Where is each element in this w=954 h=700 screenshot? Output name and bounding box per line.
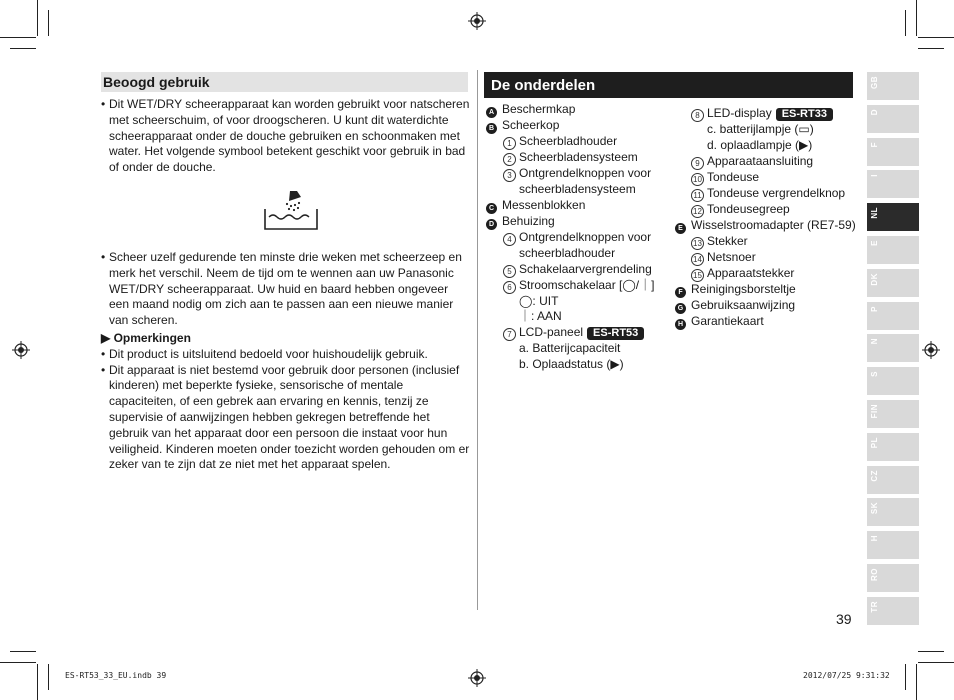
language-tab-tr[interactable] bbox=[867, 597, 919, 625]
crop-mark bbox=[918, 662, 954, 663]
crop-mark bbox=[0, 37, 36, 38]
language-tab-s[interactable] bbox=[867, 367, 919, 395]
language-tab-label: H bbox=[870, 535, 879, 542]
crop-mark bbox=[48, 10, 49, 36]
part-item: E Wisselstroomadapter (RE7-59) bbox=[675, 218, 856, 234]
note-item: • Dit product is uitsluitend bedoeld voor huishoudelijk gebruik. bbox=[101, 347, 471, 363]
part-item-sub: c. batterijlampje (▭) bbox=[707, 122, 814, 136]
part-item: 8 LED-display ES-RT33 bbox=[675, 106, 856, 122]
part-item: 15 Apparaatstekker bbox=[675, 266, 856, 282]
language-tab-label: S bbox=[870, 371, 879, 378]
note-item: • Dit apparaat is niet bestemd voor gebruik door personen (inclusief kinderen) met beperkte fysieke, sensorische of mentale capaciteiten, of een gebrek aan ervaring en kennis, tenzij ze supervisie of aanwijzingen hebben gekregen betreffende het gebruik van het apparaat door een persoon die instaat voor hun veiligheid. Kinderen moeten onder toezicht worden gehouden om er zeker van te zijn dat ze niet met het apparaat spelen. bbox=[101, 363, 471, 474]
crop-mark bbox=[916, 664, 917, 700]
language-tab-gb[interactable] bbox=[867, 72, 919, 100]
part-item-sub: d. oplaadlampje (▶) bbox=[707, 137, 813, 152]
part-item: F Reinigingsborsteltje bbox=[675, 282, 856, 298]
crop-mark bbox=[918, 37, 954, 38]
part-item: D Behuizing bbox=[486, 214, 654, 230]
part-item: 2 Scheerbladensysteem bbox=[486, 150, 654, 166]
language-tab-label: SK bbox=[870, 502, 879, 515]
language-tab-label: GB bbox=[870, 76, 879, 89]
language-tab-dk[interactable] bbox=[867, 269, 919, 297]
crop-mark bbox=[10, 48, 36, 49]
part-item: 4 Ontgrendelknoppen voor bbox=[486, 230, 654, 246]
footer-timestamp: 2012/07/25 9:31:32 bbox=[803, 671, 890, 680]
language-tab-p[interactable] bbox=[867, 302, 919, 330]
registration-mark-icon bbox=[12, 341, 30, 359]
notes-heading bbox=[101, 331, 471, 347]
registration-mark-icon bbox=[468, 12, 486, 30]
part-item: 10 Tondeuse bbox=[675, 170, 856, 186]
part-item-sub: b. Oplaadstatus (▶) bbox=[519, 356, 624, 371]
column-divider bbox=[477, 70, 478, 610]
part-item: 9 Apparaataansluiting bbox=[675, 154, 856, 170]
language-tab-label: P bbox=[870, 305, 879, 312]
language-tab-label: DK bbox=[870, 272, 879, 286]
language-tab-fin[interactable] bbox=[867, 400, 919, 428]
crop-mark bbox=[918, 651, 944, 652]
model-badge: ES-RT33 bbox=[776, 108, 833, 121]
crop-mark bbox=[905, 664, 906, 690]
language-tab-label: PL bbox=[870, 436, 879, 449]
part-item-sub: ◯: UIT bbox=[519, 293, 559, 308]
part-item-continued: scheerbladensysteem bbox=[519, 182, 636, 196]
crop-mark bbox=[37, 0, 38, 36]
parts-list-column-2 bbox=[675, 106, 856, 330]
part-item-sub: a. Batterijcapaciteit bbox=[519, 341, 621, 356]
part-item-sub: ｜: AAN bbox=[519, 309, 562, 324]
language-tab-f[interactable] bbox=[867, 138, 919, 166]
notes-title: Opmerkingen bbox=[113, 331, 191, 345]
registration-mark-icon bbox=[922, 341, 940, 359]
crop-mark bbox=[10, 651, 36, 652]
parts-heading bbox=[484, 72, 853, 98]
part-item: 5 Schakelaarvergrendeling bbox=[486, 262, 654, 278]
part-item: 6 Stroomschakelaar [◯/｜] bbox=[486, 278, 654, 294]
part-item: 14 Netsnoer bbox=[675, 250, 856, 266]
shaving-advice-paragraph bbox=[101, 250, 471, 329]
language-tab-label: NL bbox=[870, 207, 879, 219]
part-item: 1 Scheerbladhouder bbox=[486, 134, 654, 150]
crop-mark bbox=[0, 662, 36, 663]
language-tab-n[interactable] bbox=[867, 334, 919, 362]
language-tab-e[interactable] bbox=[867, 236, 919, 264]
part-item: G Gebruiksaanwijzing bbox=[675, 298, 856, 314]
part-item: 3 Ontgrendelknoppen voor bbox=[486, 166, 654, 182]
language-tab-h[interactable] bbox=[867, 531, 919, 559]
part-item: H Garantiekaart bbox=[675, 314, 856, 330]
part-item: C Messenblokken bbox=[486, 198, 654, 214]
page-number: 39 bbox=[836, 611, 852, 627]
part-item: 7 LCD-paneel ES-RT53 bbox=[486, 325, 654, 341]
arrow-right-icon: ▶ bbox=[101, 331, 111, 345]
language-tab-d[interactable] bbox=[867, 105, 919, 133]
intended-use-heading bbox=[101, 72, 468, 92]
shaving-advice-text: • Scheer uzelf gedurende ten minste drie weken met scheerzeep en merk het verschil. Neem de tijd om te wennen aan uw Panasonic WET/DRY scheerapparaat. Uw huid en baard hebben ongeveer een maand nodig om zich aan te passen aan een nieuwe manier van scheren. bbox=[101, 250, 471, 329]
intended-use-text: • Dit WET/DRY scheerapparaat kan worden gebruikt voor natscheren met scheerschuim, of voor droogscheren. U kunt dit waterdichte scheerapparaat onder de douche gebruiken en schoonmaken met water. Het volgende symbool betekent geschikt voor gebruik in bad of onder de douche. bbox=[101, 97, 471, 176]
part-item: A Beschermkap bbox=[486, 102, 654, 118]
intended-use-paragraph bbox=[101, 97, 471, 176]
language-tab-label: FIN bbox=[870, 404, 879, 419]
part-item: 13 Stekker bbox=[675, 234, 856, 250]
part-item-continued: scheerbladhouder bbox=[519, 245, 616, 260]
language-tab-label: TR bbox=[870, 600, 879, 613]
language-tab-cz[interactable] bbox=[867, 466, 919, 494]
language-tab-label: D bbox=[870, 108, 879, 116]
language-tab-label: F bbox=[870, 141, 879, 147]
intended-use-title: Beoogd gebruik bbox=[103, 74, 210, 90]
language-tab-label: I bbox=[870, 174, 879, 178]
language-tab-i[interactable] bbox=[867, 170, 919, 198]
crop-mark bbox=[918, 48, 944, 49]
part-item: 12 Tondeusegreep bbox=[675, 202, 856, 218]
language-tab-label: N bbox=[870, 338, 879, 345]
language-tab-nl[interactable] bbox=[867, 203, 919, 231]
language-tab-sk[interactable] bbox=[867, 498, 919, 526]
language-tab-label: RO bbox=[870, 568, 879, 581]
language-tab-label: E bbox=[870, 240, 879, 246]
crop-mark bbox=[48, 664, 49, 690]
language-tab-ro[interactable] bbox=[867, 564, 919, 592]
notes-section bbox=[101, 331, 471, 473]
parts-list-column-1 bbox=[486, 102, 654, 373]
part-item: B Scheerkop bbox=[486, 118, 654, 134]
crop-mark bbox=[37, 664, 38, 700]
part-item: 11 Tondeuse vergrendelknop bbox=[675, 186, 856, 202]
model-badge: ES-RT53 bbox=[587, 327, 644, 340]
crop-mark bbox=[905, 10, 906, 36]
bath-shower-icon bbox=[263, 189, 319, 233]
crop-mark bbox=[916, 0, 917, 36]
language-tab-label: CZ bbox=[870, 469, 879, 482]
language-tab-pl[interactable] bbox=[867, 433, 919, 461]
registration-mark-icon bbox=[468, 669, 486, 687]
parts-title: De onderdelen bbox=[491, 77, 596, 94]
footer-file-info: ES-RT53_33_EU.indb 39 bbox=[65, 671, 167, 680]
